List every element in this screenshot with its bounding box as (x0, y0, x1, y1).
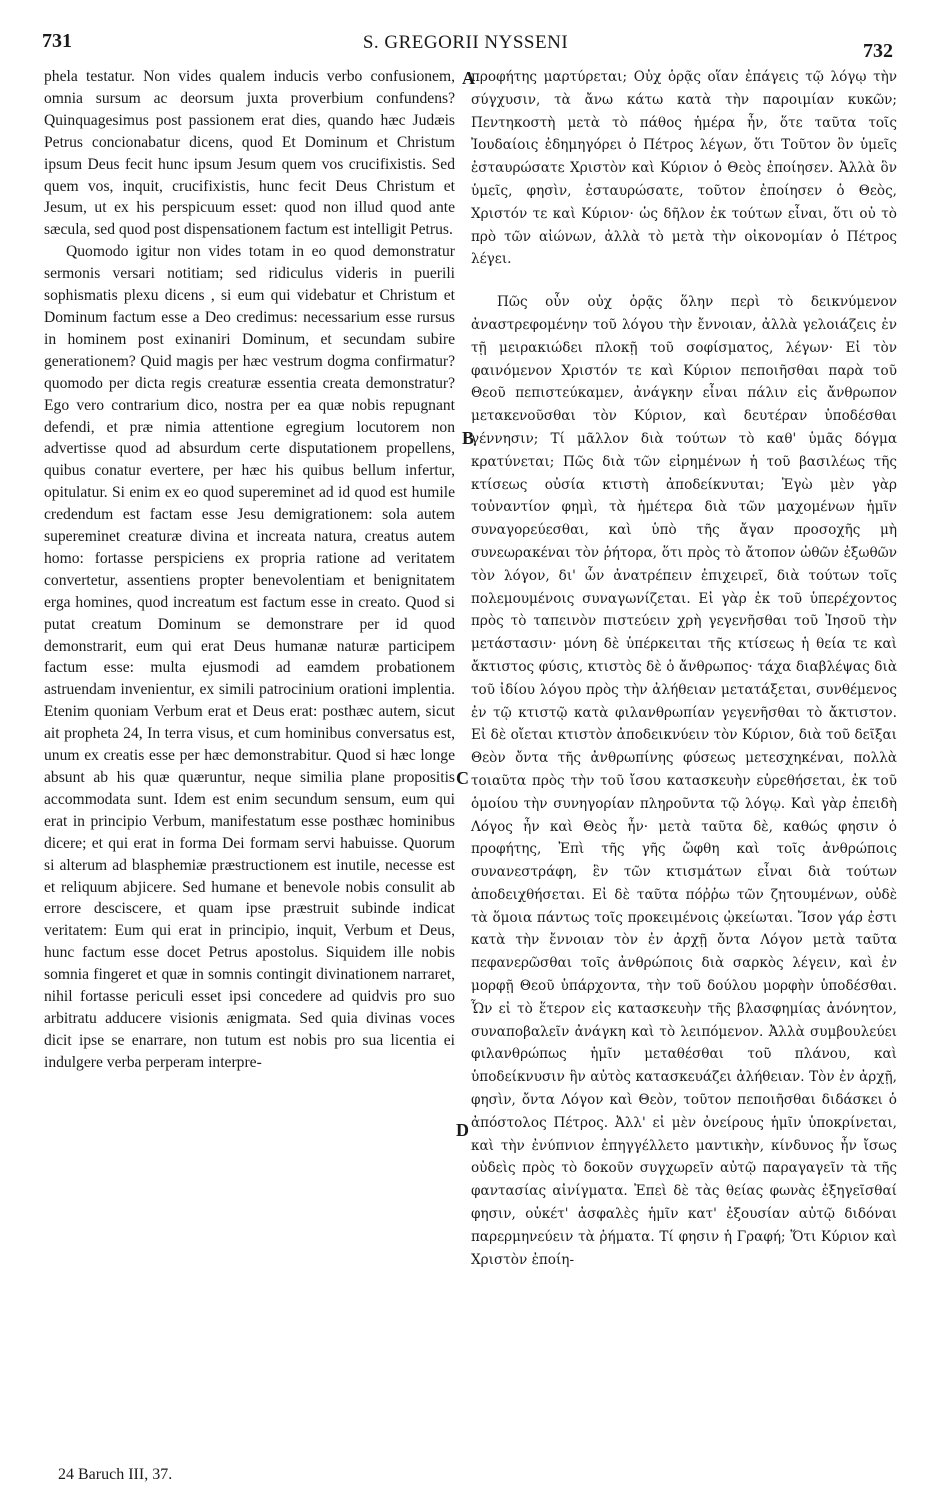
greek-column (471, 66, 897, 1271)
page-number-right: 732 (863, 40, 893, 62)
footnote: 24 Baruch III, 37. (58, 1466, 173, 1483)
greek-paragraph-2: Πῶς οὖν οὐχ ὁρᾷς ὅλην περὶ τὸ δεικνύμενον ἀναστρεφομένην τοῦ λόγου τὴν ἔννοιαν, ἀλλὰ γελοιάζεις ἐν τῇ μειρακιώδει πλοκῇ τοῦ σοφίσματος, λέγων· Εἰ τὸν φαινόμενον Χριστόν τε καὶ Κύριον πεποιῆσθαι παρὰ τοῦ Θεοῦ πεπιστεύκαμεν, ἀνάγκην εἶναι πάλιν εἰς ἄνθρωπον μετακενοῦσθαι τὸν Κύριον, καὶ δευτέραν ὑποδέσθαι γέννησιν; Τί μᾶλλον διὰ τούτων τὸ καθ' ὑμᾶς δόγμα κρατύνεται; Πῶς διὰ τῶν εἰρημένων ἡ τοῦ βασιλέως τῆς κτίσεως οὐσία κτιστὴ ἀποδείκνυται; Ἐγὼ μὲν γὰρ τοὐναντίον φημὶ, τὰ ἡμέτερα διὰ τῶν μαχομένων ἡμῖν συναγορεύεσθαι, καὶ ὑπὸ τῆς ἄγαν προσοχῆς μὴ συνεωρακέναι τὸν ῥήτορα, ὅτι πρὸς τὸ ἄτοπον ὠθῶν ἐξωθῶν τὸν λόγον, δι' ὧν ἀνατρέπειν ἐπιχειρεῖ, διὰ τούτων τοῖς πολεμουμένοις συναγωνίζεται. Εἰ γὰρ ἐκ τοῦ ὑπερέχοντος πρὸς τὸ ταπεινὸν πιστεύειν χρὴ γεγενῆσθαι τοῦ Ἰησοῦ τὴν μετάστασιν· μόνη δὲ ὑπέρκειται τῆς κτίσεως ἡ θεία τε καὶ ἄκτιστος φύσις, κτιστὸς δὲ ὁ ἄνθρωπος· τάχα διαβλέψας διὰ τοῦ ἰδίου λόγου πρὸς τὴν ἀλήθειαν μετατάξεται, συνθέμενος ἐν τῷ κτιστῷ κατὰ φιλανθρωπίαν γεγενῆσθαι τὸ ἄκτιστον. Εἰ δὲ οἴεται κτιστὸν ἀποδεικνύειν τὸν Κύριον, διὰ τοῦ δεῖξαι Θεὸν ὄντα τῆς ἀνθρωπίνης φύσεως μετεσχηκέναι, πολλὰ τοιαῦτα πρὸς τὴν τοῦ ἴσου κατασκευὴν εὑρεθήσεται, ἐκ τοῦ ὁμοίου τὴν συνηγορίαν πληροῦντα τῷ λόγῳ. Καὶ γὰρ ἐπειδὴ Λόγος ἦν καὶ Θεὸς ἦν· μετὰ ταῦτα δὲ, καθώς φησιν ὁ προφήτης, Ἐπὶ τῆς γῆς ὤφθη καὶ τοῖς ἀνθρώποις συνανεστράφη, ἓν τῶν κτισμάτων εἶναι διὰ τούτων ἀποδειχθήσεται. Εἰ δὲ ταῦτα πόῤῥω τῶν ζητουμένων, οὐδὲ τὰ ὅμοια πάντως τοῖς προκειμένοις ᾠκείωται. Ἴσον γάρ ἐστι κατὰ τὴν ἔννοιαν τὸν ἐν ἀρχῇ ὄντα Λόγον μετὰ ταῦτα πεφανερῶσθαι τοῖς ἀνθρώποις διὰ σαρκὸς λέγειν, καὶ ἐν μορφῇ Θεοῦ ὑπάρχοντα, τὴν τοῦ δούλου μορφὴν ὑποδέσθαι. Ὧν εἰ τὸ ἕτερον εἰς κατασκευὴν τῆς βλασφημίας ἀνόνητον, συναποβαλεῖν ἀνάγκη καὶ τὸ λειπόμενον. Ἀλλὰ συμβουλεύει φιλανθρώπως ἡμῖν μεταθέσθαι τοῦ πλάνου, καὶ ὑποδείκνυσιν ἣν αὐτὸς κατασκευάζει ἀλήθειαν. Τὸν ἐν ἀρχῇ, φησὶν, ὄντα Λόγον καὶ Θεὸν, τοῦτον πεποιῆσθαι διδάσκει ὁ ἀπόστολος Πέτρος. Ἀλλ' εἰ μὲν ὀνείρους ἡμῖν ὑποκρίνεται, καὶ τὴν ἐνύπνιον ἐπηγγέλλετο μαντικὴν, κίνδυνος ἦν ἴσως οὐδεὶς πρὸς τὸ δοκοῦν συγχωρεῖν αὐτῷ παραγαγεῖν τὰ τῆς φαντασίας αἰνίγματα. Ἐπεὶ δὲ τὰς θείας φωνὰς ἐξηγεῖσθαί φησιν, οὐκέτ' ἀσφαλὲς ἡμῖν κατ' ἐξουσίαν αὐτῷ διδόναι παρερμηνεύειν τὰ ῥήματα. Τί φησιν ἡ Γραφή; Ὅτι Κύριον καὶ Χριστὸν ἐποίη- (471, 294, 897, 1268)
greek-paragraph-1: προφήτης μαρτύρεται; Οὐχ ὁρᾷς οἵαν ἐπάγεις τῷ λόγῳ τὴν σύγχυσιν, τὰ ἄνω κάτω κατὰ τὴν παροιμίαν κυκῶν; Πεντηκοστὴ μετὰ τὸ πάθος ἡμέρα ἦν, ὅτε ταῦτα τοῖς Ἰουδαίοις ἐδημηγόρει ὁ Πέτρος λέγων, ὅτι Τοῦτον ὃν ὑμεῖς ἐσταυρώσατε Χριστὸν καὶ Κύριον ὁ Θεὸς ἐποίησεν. Ἀλλὰ ὃν ὑμεῖς, φησὶν, ἐσταυρώσατε, τοῦτον ἐποίησεν ὁ Θεὸς, Χριστόν τε καὶ Κύριον· ὡς δῆλον ἐκ τούτων εἶναι, ὅτι οὐ τὸ πρὸ τῶν αἰώνων, ἀλλὰ τὸ μετὰ τὴν οἰκονομίαν ὁ Πέτρος λέγει. (471, 69, 897, 268)
page-number-left: 731 (42, 30, 72, 52)
latin-paragraph-2: Quomodo igitur non vides totam in eo quod demonstratur sermonis versari notitiam; sed ridiculus videris in puerili sophismatis plexu dicens , si eum qui videbatur et Christum et Dominum factum esse a Deo credimus: necessarium esse rursus in hominem post exinaniri Dominum, et secundam subire generationem? Quid magis per hæc vestrum dogma confirmatur? quomodo per dicta regis creaturæ essentia creata demonstratur? Ego vero contrarium dico, nostra per ea quæ nobis repugnant defendi, et præ nimia attentione egregium locutorem non advertisse quod ad absurdum certe disputationem propellens, quibus conatur evertere, per hæc his quibus bellum infertur, opitulatur. Si enim ex eo quod supereminet ad id quod est humile credendum est factam esse Jesu demigrationem: sola autem supereminet creaturæ divina et increata natura, creatus autem homo: fortasse perspiciens ex propria ratione ad veritatem convertetur, assentiens propter benevolentiam et benignitatem erga homines, quod increatum est factum esse in creato. Quod si putat creatum Dominum se demonstrare per id quod demonstrarit, eum qui erat Deus humanæ naturæ participem factum esse: multa ejusmodi ad eamdem probationem astruendam invenientur, ex simili patrocinium orationi implentia. Etenim quoniam Verbum erat et Deus erat: posthæc autem, sicut ait propheta 24, In terra visus, et cum hominibus conversatus est, unum ex creatis esse per hæc demonstrabitur. Quod si hæc longe absunt ab his quæ quæruntur, neque similia plane propositis accommodata sunt. Idem est enim secundum sensum, eum qui erat in principio Verbum, manifestatum esse posthæc hominibus dicere; et qui erat in forma Dei formam servi habuisse. Quorum si alterum ad blasphemiæ præstructionem est inutile, necesse est et reliquum abjicere. Sed humane et benevole nobis consulit ab errore desciscere, et quam ipse præstruit subinde indicat veritatem: Eum qui erat in principio, inquit, Verbum et Deus, hunc factum esse docet Petrus apostolus. Siquidem ille nobis somnia fingeret et quæ in somnis contingit divinationem narraret, nihil fortasse periculi esset ipsi concedere ad quidvis pro suo arbitratu adducere visionis ænigmata. Sed quia divinas voces dicit ipse se enarrare, non tutum est nobis pro sua licentia ei indulgere verba perperam interpre- (44, 243, 455, 1071)
latin-paragraph-1: phela testatur. Non vides qualem inducis verbo confusionem, omnia sursum ac deorsum juxta proverbium confundens? Quinquagesimus post passionem erat dies, quando hæc Judæis Petrus concionabatur dicens, quod Et Dominum et Christum ipsum Deus fecit hunc ipsum Jesum quem vos crucifixistis. Sed quem vos, inquit, crucifixistis, hunc fecit Deus Christum et Jesum, ut ex his perspicuum esset: quod non illud quod ante sæcula, sed quod post dispensationem factum est intelligit Petrus. (44, 68, 455, 239)
latin-column (44, 66, 455, 1074)
margin-marker-c: C (456, 768, 469, 788)
page-header (0, 30, 931, 70)
margin-marker-d: D (456, 1120, 469, 1140)
running-title: S. GREGORII NYSSENI (362, 32, 569, 53)
margin-marker-b: B (462, 428, 475, 448)
margin-marker-a: A (462, 68, 475, 88)
